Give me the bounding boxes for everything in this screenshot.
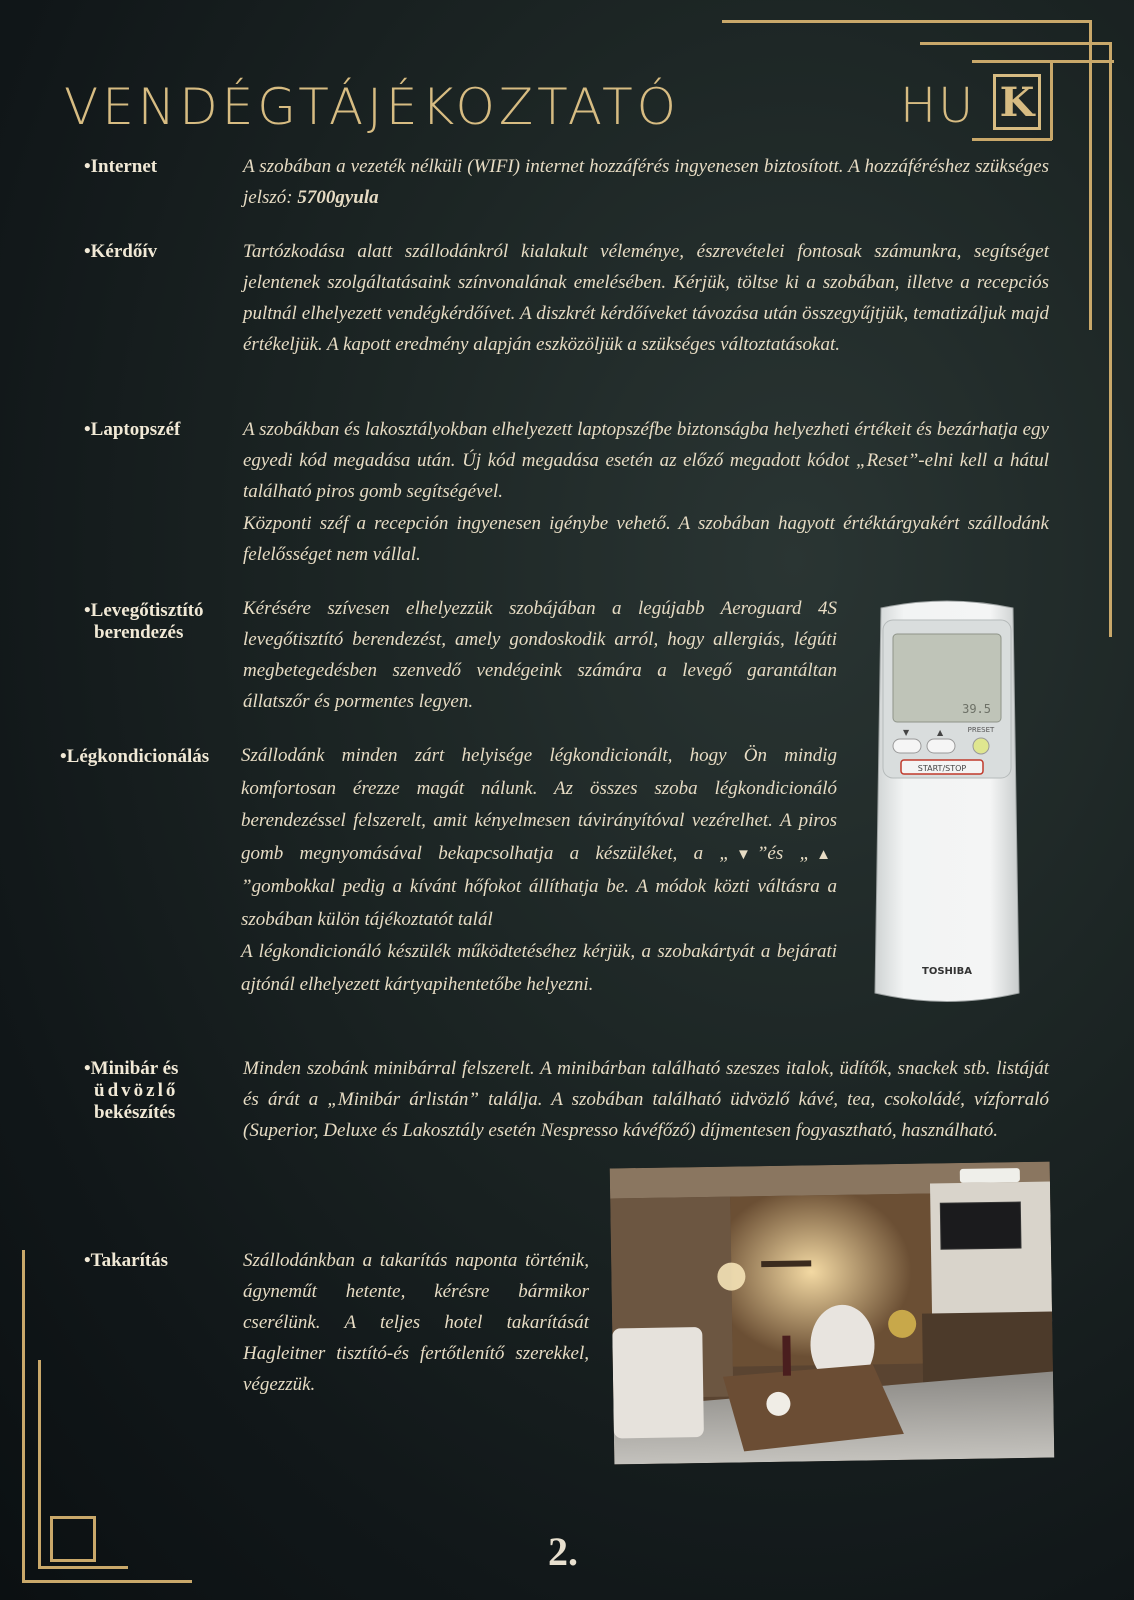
legkondi-text-mid: ”és „: [756, 842, 811, 864]
levegotisztito-text: Kérésére szívesen elhelyezzük szobájában a legújabb Aeroguard 4S levegőtisztító berendezést, amely gondoskodik arról, hogy allergiás, légúti megbetegedésben szenvedő vendégeink számára a levegő garantáltan állatszőr és pormentes legyen.: [243, 598, 837, 712]
legkondi-label: •Légkondicionálás: [60, 746, 210, 767]
legkondi-text-2: ”gombokkal pedig a kívánt hőfokot állíthatja be. A módok közti váltásra a szobában külön tájékoztatót talál: [241, 876, 837, 930]
frame-line-right-2: [1109, 42, 1112, 637]
remote-brand: TOSHIBA: [922, 966, 972, 977]
frame-square: [50, 1516, 96, 1562]
kerdoiv-text: Tartózkodása alatt szállodánkról kialakult véleménye, észrevételei fontosak számunkra, segítséget jelentenek szolgáltatásaink színvonalának emelésében. Kérjük, töltse ki a szobában, illetve a recepciós pultnál elhelyezett vendégkérdőívet. A diszkrét kérdőíveket távozása után összegyűjtjük, tematizáljuk majd értékeljük. A kapott eredmény alapján eszközöljük a szükséges változtatásokat.: [243, 241, 1049, 355]
remote-down-icon: ▼: [903, 728, 910, 737]
legkondi-text-3: A légkondicionáló készülék működtetéséhez kérjük, a szobakártyát a bejárati ajtónál elhelyezett kártyapihentetőbe helyezni.: [241, 941, 837, 995]
frame-line-top-2: [920, 42, 1112, 45]
frame-line-top-3: [972, 60, 1114, 63]
internet-text: [243, 151, 1049, 213]
remote-preset-label: PRESET: [967, 726, 995, 734]
language-label: HU: [900, 78, 976, 134]
logo-letter: K: [999, 78, 1035, 126]
frame-line-bottom-2: [38, 1566, 128, 1569]
frame-line-top-1: [722, 20, 1092, 23]
takaritas-label: •Takarítás: [84, 1250, 169, 1271]
page-title: VENDÉGTÁJÉKOZTATÓ: [64, 78, 680, 136]
kerdoiv-label: •Kérdőív: [84, 241, 158, 262]
levegotisztito-label-line1: •Levegőtisztító: [84, 600, 204, 621]
frame-line-right-1: [1089, 20, 1092, 330]
hotel-room-photo: [610, 1162, 1055, 1465]
wifi-password: 5700gyula: [297, 187, 379, 208]
minibar-label-line3: bekészítés: [94, 1102, 176, 1123]
remote-display-value: 39.5: [962, 702, 991, 716]
levegotisztito-label-line2: berendezés: [94, 622, 184, 643]
internet-text-body: A szobában a vezeték nélküli (WIFI) internet hozzáférés ingyenesen biztosított. A hozzáféréshez szükséges jelszó:: [243, 156, 1049, 208]
legkondi-text: [241, 740, 837, 1001]
minibar-label: [84, 1058, 178, 1124]
up-arrow-icon: ▲: [816, 846, 831, 863]
remote-control-image: [873, 598, 1021, 1008]
frame-line-right-4: [972, 138, 1052, 141]
legkondi-text-1: Szállodánk minden zárt helyisége légkondicionált, hogy Ön mindig komfortosan érezze magát nálunk. Az összes szoba légkondicionáló berendezéssel felszerelt, amit kényelmesen távirányítóval vezérelhet. A piros gomb megnyomásával bekapcsolhatja a készüléket, a „: [241, 745, 837, 864]
minibar-text: Minden szobánk minibárral felszerelt. A minibárban található szeszes italok, üdítők, snackek stb. listáját és árát a „Minibár árlistán” találja. A szobában található üdvözlő kávé, tea, csokoládé, vízforraló (Superior, Deluxe és Lakosztály esetén Nespresso kávéfőző) díjmentesen fogyasztható, használható.: [243, 1058, 1049, 1141]
laptopszef-text-2: Központi széf a recepción ingyenesen igénybe vehető. A szobában hagyott értéktárgyakért szállodánk felelősséget nem vállal.: [243, 513, 1049, 565]
remote-start-stop-label: START/STOP: [917, 764, 967, 773]
frame-line-left-2: [38, 1360, 41, 1568]
levegotisztito-label: [84, 600, 204, 644]
frame-line-right-3: [1050, 60, 1053, 140]
laptopszef-text-1: A szobákban és lakosztályokban elhelyezett laptopszéfbe biztonságba helyezheti értékeit és bezárhatja egy egyedi kód megadása után. Új kód megadása esetén az előző megadott kódot „Reset”-elni kell a hátul található piros gomb segítségével.: [243, 419, 1049, 502]
laptopszef-label: •Laptopszéf: [84, 419, 181, 440]
frame-line-left-1: [22, 1250, 25, 1582]
minibar-label-line2: üdvözlő: [94, 1080, 179, 1101]
frame-line-bottom-1: [22, 1580, 192, 1583]
minibar-label-line1: •Minibár és: [84, 1058, 179, 1079]
takaritas-text: Szállodánkban a takarítás naponta történik, ágyneműt hetente, kérésre bármikor cserélünk. A teljes hotel takarítását Hagleitner tisztító-és fertőtlenítő szerekkel, végezzük.: [243, 1250, 589, 1395]
hotel-logo: [993, 74, 1041, 130]
remote-up-icon: ▲: [937, 728, 944, 737]
down-arrow-icon: ▼: [735, 846, 751, 863]
internet-label: •Internet: [84, 156, 158, 177]
page-number: 2.: [548, 1529, 578, 1574]
